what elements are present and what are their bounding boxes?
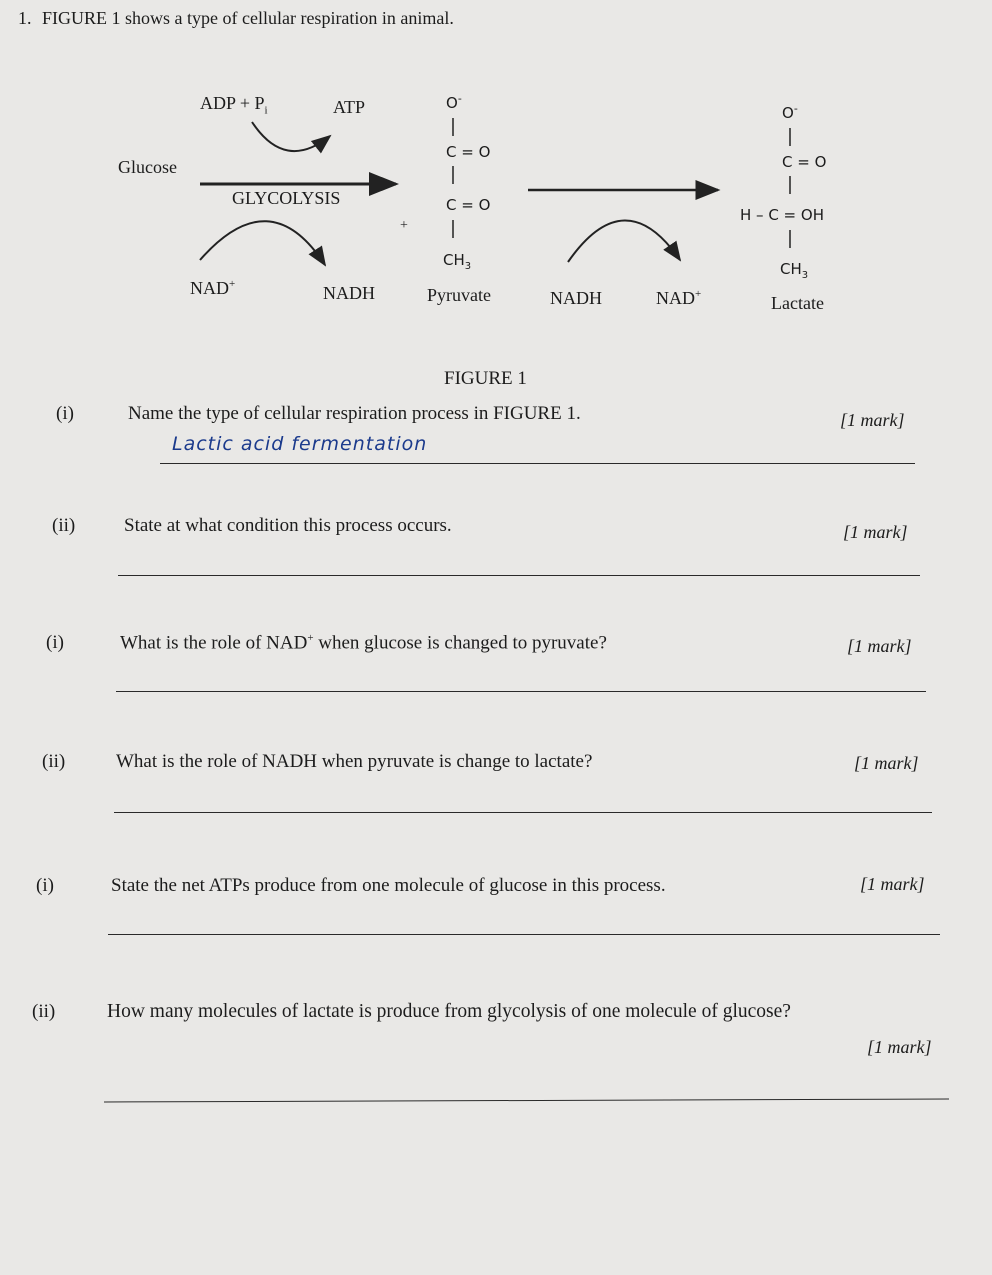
lactate-label: Lactate xyxy=(771,293,824,313)
question-number: 1. xyxy=(18,8,32,28)
lactate-hydroxyl-carbon: H – C = OH xyxy=(740,206,824,224)
answer-line[interactable] xyxy=(114,812,932,813)
question-text: What is the role of NADH when pyruvate is change to lactate? xyxy=(116,751,593,772)
mark-label: [1 mark] xyxy=(847,636,912,656)
question-part: (ii) xyxy=(32,1001,56,1022)
plus-sign: + xyxy=(400,218,408,233)
lactate-o-minus: O- xyxy=(782,102,798,122)
glucose-label: Glucose xyxy=(118,157,177,177)
handwritten-answer[interactable]: Lactic acid fermentation xyxy=(172,433,428,455)
question-text: Name the type of cellular respiration process in FIGURE 1. xyxy=(128,403,581,424)
mark-label: [1 mark] xyxy=(867,1037,932,1057)
lactate-carboxyl: C = O xyxy=(782,153,827,171)
nad-plus-right-label: NAD+ xyxy=(656,288,702,308)
answer-line[interactable] xyxy=(160,463,915,464)
mark-label: [1 mark] xyxy=(860,874,925,894)
nad-nadh-curve-arrow xyxy=(200,221,325,265)
atp-label: ATP xyxy=(333,97,366,117)
pyruvate-carboxyl: C = O xyxy=(446,143,491,161)
nad-plus-left-label: NAD+ xyxy=(190,278,236,298)
pyruvate-carbonyl: C = O xyxy=(446,196,491,214)
nadh-nad-curve-arrow xyxy=(568,220,680,262)
mark-label: [1 mark] xyxy=(854,753,919,773)
adp-pi-label: ADP + $P_i$ xyxy=(200,93,268,117)
pyruvate-methyl: $CH_3$ xyxy=(443,251,472,272)
question-text: State the net ATPs produce from one molecule of glucose in this process. xyxy=(111,875,666,896)
question-text: State at what condition this process occurs. xyxy=(124,515,452,536)
question-part: (i) xyxy=(56,403,74,424)
question-part: (i) xyxy=(46,632,64,653)
question-part: (i) xyxy=(36,875,54,896)
question-text: What is the role of NAD+ when glucose is changed to pyruvate? xyxy=(120,632,607,654)
intro-text: FIGURE 1 shows a type of cellular respiration in animal. xyxy=(42,8,454,28)
figure-caption: FIGURE 1 xyxy=(444,368,527,389)
question-part: (ii) xyxy=(42,751,66,772)
pyruvate-o-minus: O- xyxy=(446,92,462,112)
lactate-methyl: $CH_3$ xyxy=(780,260,809,281)
question-text: How many molecules of lactate is produce from glycolysis of one molecule of glucose? xyxy=(107,1001,791,1022)
question-part: (ii) xyxy=(52,515,76,536)
mark-label: [1 mark] xyxy=(843,522,908,542)
nadh-left-label: NADH xyxy=(323,283,375,303)
pyruvate-label: Pyruvate xyxy=(427,285,491,305)
answer-line[interactable] xyxy=(108,934,940,935)
answer-line[interactable] xyxy=(116,691,926,692)
glycolysis-label: GLYCOLYSIS xyxy=(232,188,341,208)
adp-atp-curve-arrow xyxy=(252,122,330,151)
nadh-right-label: NADH xyxy=(550,288,602,308)
mark-label: [1 mark] xyxy=(840,410,905,430)
answer-line[interactable] xyxy=(118,575,920,576)
